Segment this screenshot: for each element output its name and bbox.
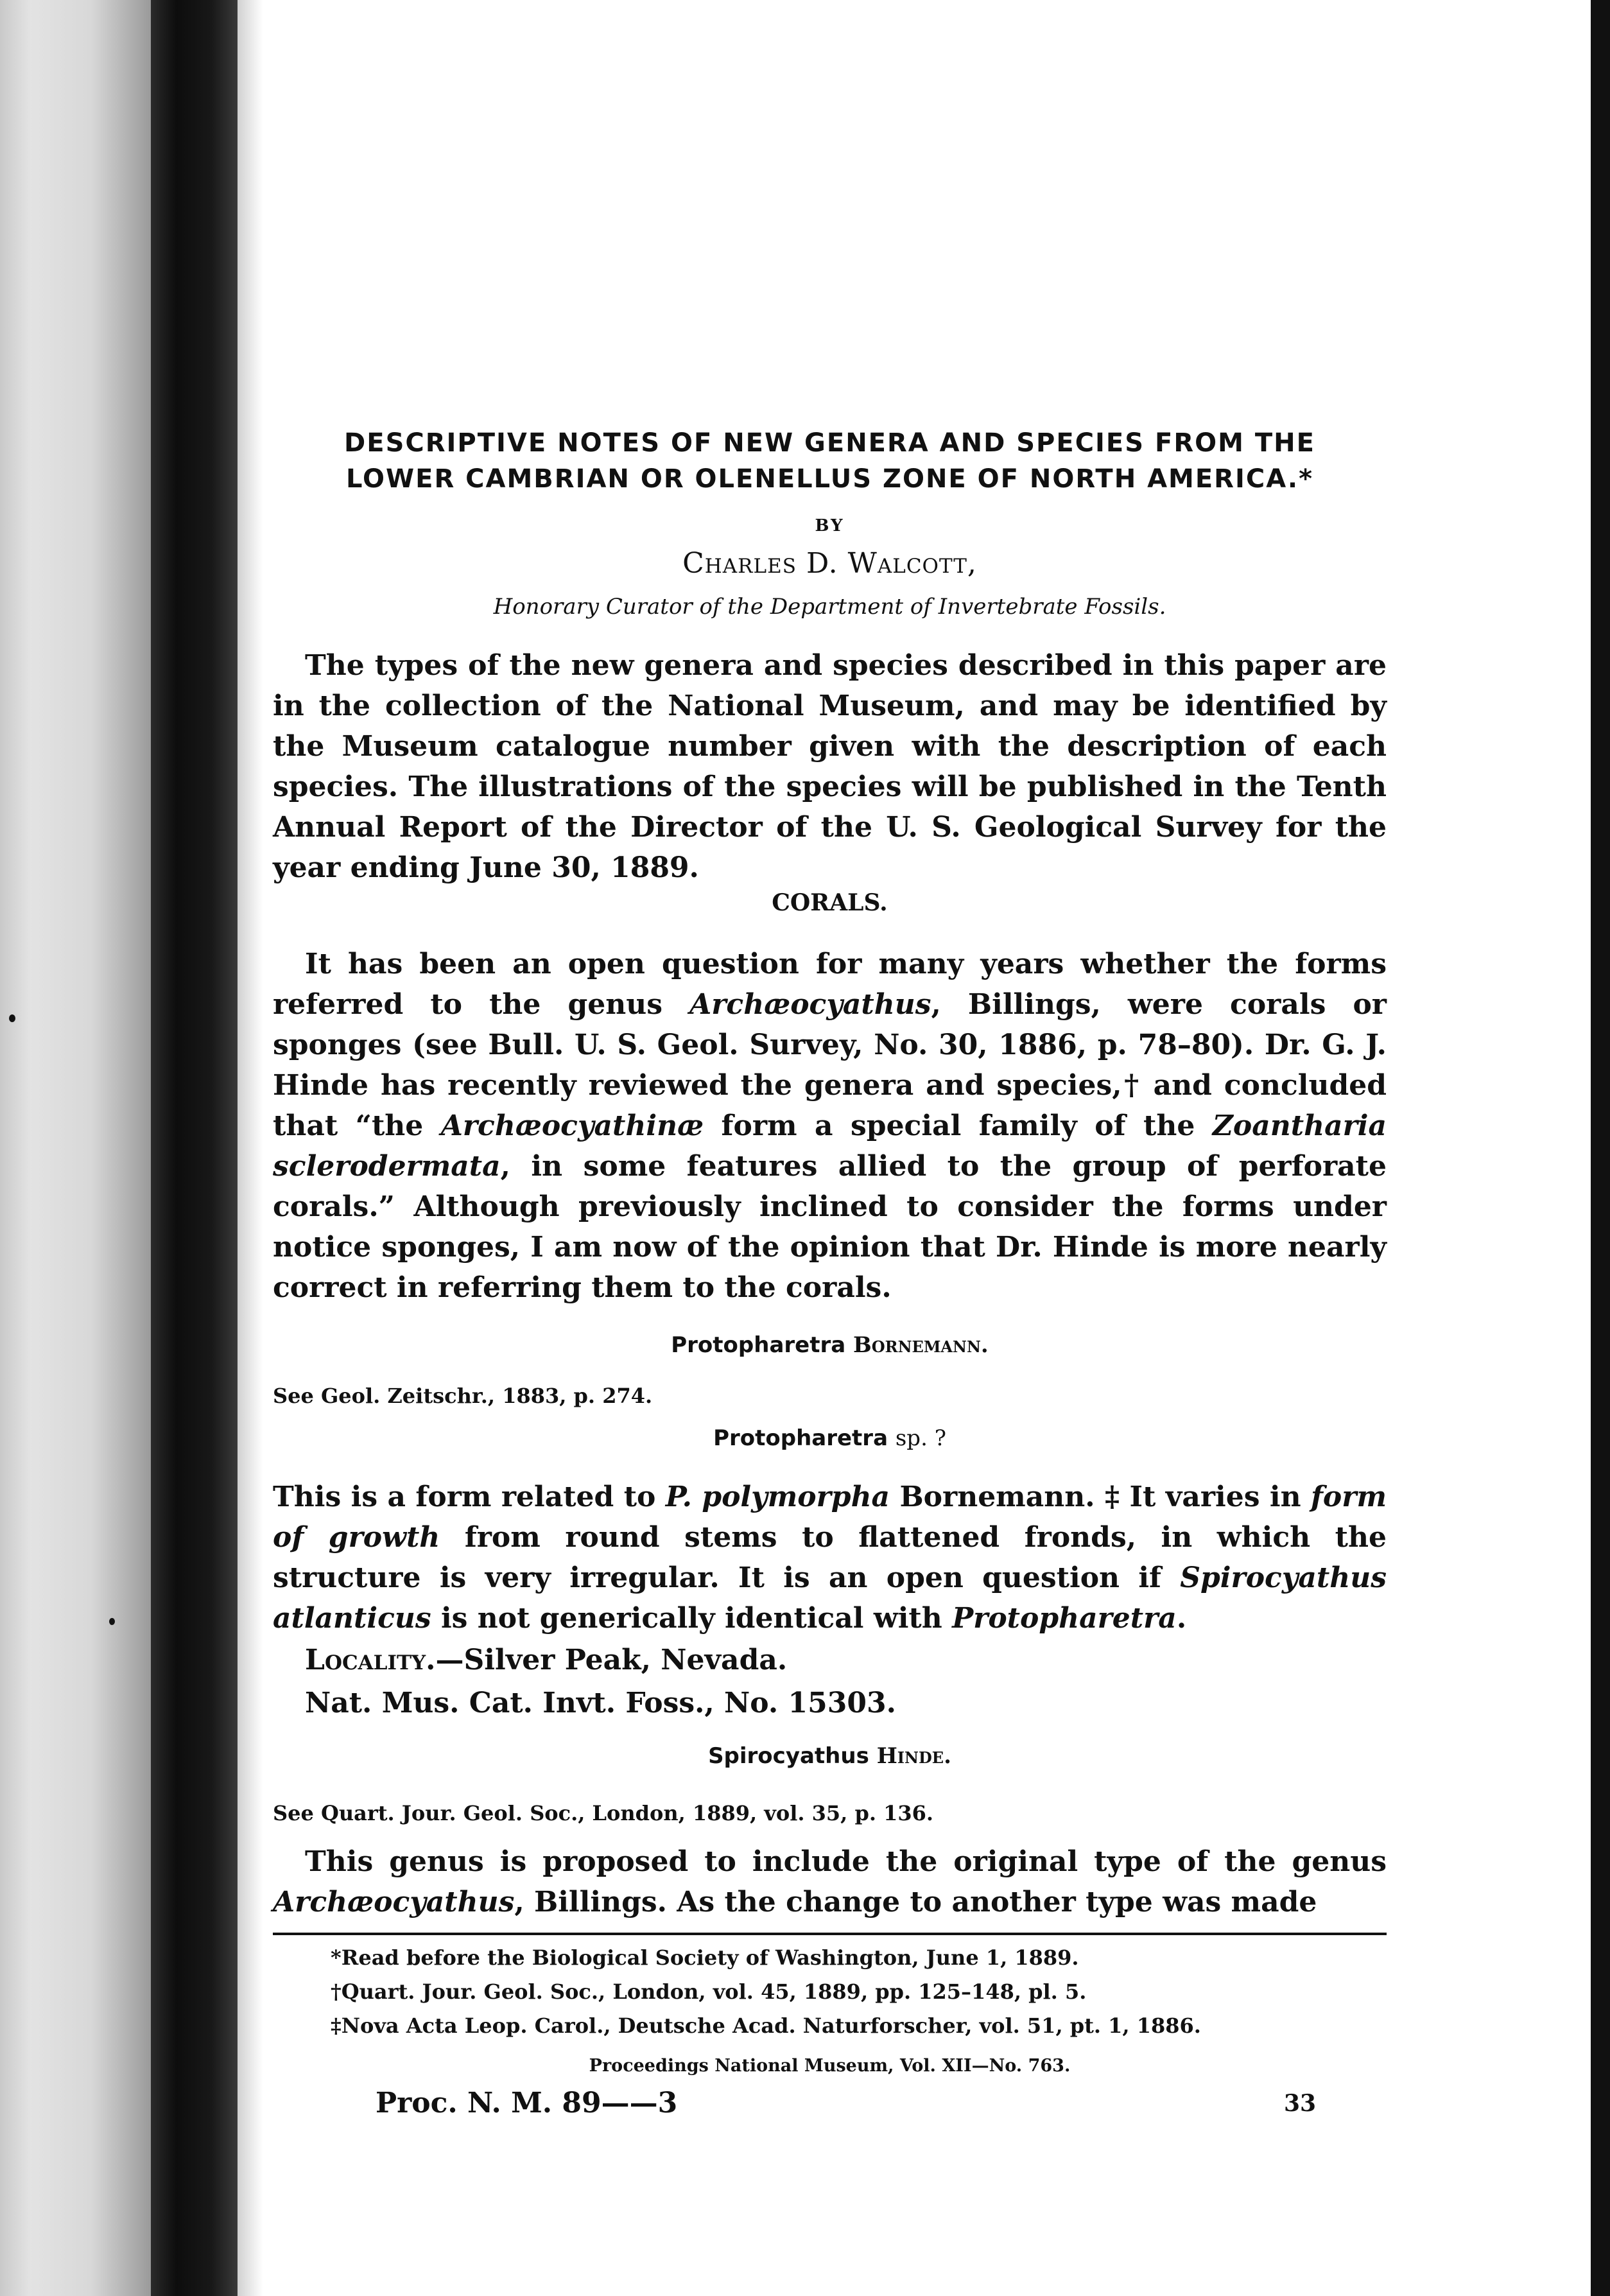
order-name: Zoantharia sclerodermata (273, 1109, 1387, 1183)
title-line-2: LOWER CAMBRIAN OR OLENELLUS ZONE OF NORTH AMERICA.* (345, 464, 1314, 494)
author-affiliation: Honorary Curator of the Department of Invertebrate Fossils. (493, 594, 1166, 620)
printer-signature: Proc. N. M. 89——3 (376, 2087, 678, 2119)
footnote-1: *Read before the Biological Society of Washington, June 1, 1889. (331, 1945, 1079, 1970)
protopharetra-reference: See Geol. Zeitschr., 1883, p. 274. (273, 1384, 653, 1408)
section-heading-corals: CORALS. (772, 889, 888, 916)
article-title (273, 425, 1387, 497)
page-gutter-shade (238, 0, 263, 2296)
footnote-3: ‡Nova Acta Leop. Carol., Deutsche Acad. Naturforscher, vol. 51, pt. 1, 1886. (331, 2013, 1201, 2038)
catalogue-number: Nat. Mus. Cat. Invt. Foss., No. 15303. (305, 1687, 896, 1719)
footnote-2: †Quart. Jour. Geol. Soc., London, vol. 45, 1889, pp. 125–148, pl. 5. (331, 1979, 1087, 2004)
genus-heading-spirocyathus: Spirocyathus Hinde. (708, 1743, 951, 1769)
genus-name: Archæocyathus (273, 1886, 515, 1918)
corals-paragraph: It has been an open question for many years whether the forms referred to the genus Archæocyathus, Billings, were corals or sponges (see Bull. U. S. Geol. Survey, No. 30, 1886, p. 78–80). Dr. G. J. Hinde has recently reviewed the genera and species,† and concluded that “the Archæocyathinæ form a special family of the Zoantharia sclerodermata, in some features allied to the group of perforate corals.” Although previously inclined to consider the forms under notice sponges, I am now of the opinion that Dr. Hinde is more nearly correct in referring them to the corals. (273, 948, 1387, 1304)
scan-left-margin (0, 0, 151, 2296)
page-number: 33 (1284, 2090, 1317, 2117)
title-line-1: DESCRIPTIVE NOTES OF NEW GENERA AND SPECIES FROM THE (344, 428, 1315, 458)
byline-by: BY (815, 516, 845, 535)
spirocyathus-reference: See Quart. Jour. Geol. Soc., London, 1889, vol. 35, p. 136. (273, 1801, 934, 1825)
book-spine-shadow (151, 0, 238, 2296)
genus-name: Archæocyathus (689, 988, 931, 1021)
spirocyathus-description: This genus is proposed to include the original type of the genus Archæocyathus, Billings. As the change to another type was made (273, 1845, 1387, 1918)
intro-paragraph: The types of the new genera and species described in this paper are in the collection of the National Museum, and may be identified by the Museum catalogue number given with the description of each species. The illustrations of the species will be published in the Tenth Annual Report of the Director of the U. S. Geological Survey for the year ending June 30, 1889. (273, 649, 1387, 884)
scan-speck (109, 1618, 115, 1625)
footnote-rule (273, 1933, 1387, 1935)
genus-name: Protopharetra (952, 1602, 1177, 1635)
scan-speck (9, 1014, 15, 1022)
genus-heading-protopharetra: Protopharetra Bornemann. (671, 1332, 989, 1358)
family-name: Archæocyathinæ (440, 1109, 704, 1142)
locality-line: Locality.—Silver Peak, Nevada. (305, 1644, 788, 1676)
document-page (273, 0, 1387, 2296)
protopharetra-description: This is a form related to P. polymorpha Bornemann. ‡ It varies in form of growth from round stems to flattened fronds, in which the structure is very irregular. It is an open question if Spirocyathus atlanticus is not generically identical with Protopharetra. (273, 1481, 1387, 1635)
scan-right-edge (1591, 0, 1610, 2296)
species-name: Spirocyathus atlanticus (273, 1561, 1387, 1635)
species-name: P. polymorpha (665, 1481, 890, 1513)
author-name: Charles D. Walcott, (682, 547, 977, 580)
species-heading-protopharetra: Protopharetra sp. ? (713, 1425, 946, 1451)
proceedings-line: Proceedings National Museum, Vol. XII—No. 763. (589, 2056, 1071, 2076)
